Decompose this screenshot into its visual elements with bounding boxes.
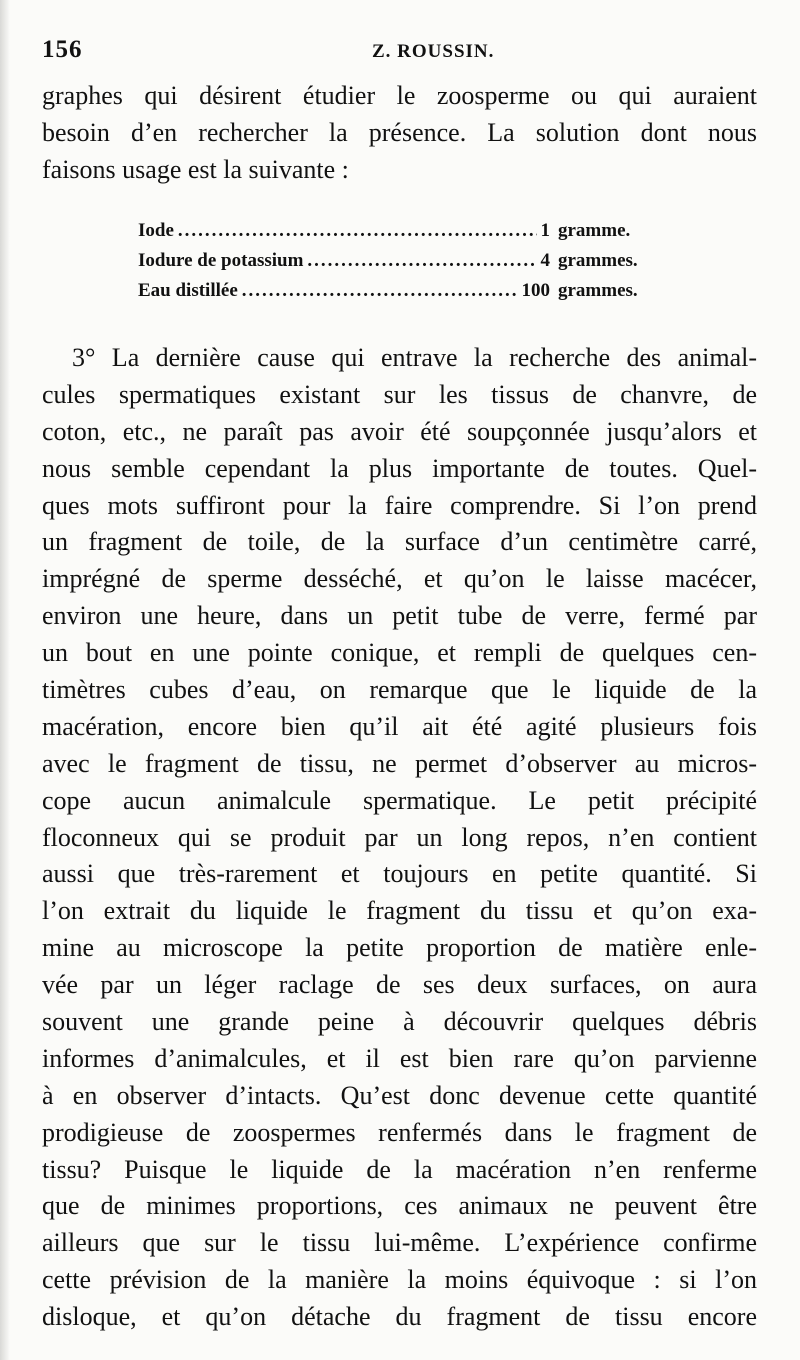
- page-number: 156: [42, 36, 83, 63]
- text-line: cette prévision de la manière la moins équivoque : si l’on: [42, 1265, 757, 1295]
- solution-formula: [138, 220, 668, 310]
- text-line: tissu? Puisque le liquide de la macération n’en renferme: [42, 1154, 757, 1184]
- text-line: l’on extrait du liquide le fragment du tissu et qu’on exa-: [42, 896, 757, 926]
- text-line: floconneux qui se produit par un long repos, n’en contient: [42, 822, 757, 852]
- ingredient-quantity: 1: [540, 220, 550, 241]
- text-line: ques mots suffiront pour la faire comprendre. Si l’on prend: [42, 490, 757, 520]
- ingredient-quantity: 4: [540, 250, 550, 271]
- ingredient-name: Iodure de potassium: [138, 250, 304, 271]
- text-line: un fragment de toile, de la surface d’un centimètre carré,: [42, 527, 757, 557]
- text-line: un bout en une pointe conique, et rempli de quelques cen-: [42, 638, 757, 668]
- text-line: aussi que très-rarement et toujours en petite quantité. Si: [42, 859, 757, 889]
- text-line: macération, encore bien qu’il ait été agité plusieurs fois: [42, 711, 757, 741]
- text-line: cules spermatiques existant sur les tissus de chanvre, de: [42, 379, 757, 409]
- text-line: avec le fragment de tissu, ne permet d’observer au micros-: [42, 748, 757, 778]
- ingredient-name: Iode: [138, 220, 174, 241]
- text-line: imprégné de sperme desséché, et qu’on le laisse macécer,: [42, 564, 757, 594]
- ingredient-unit: gramme.: [558, 220, 631, 241]
- text-line: coton, etc., ne paraît pas avoir été soupçonnée jusqu’alors et: [42, 416, 757, 446]
- text-line: mine au microscope la petite proportion de matière enle-: [42, 933, 757, 963]
- formula-row: [138, 250, 668, 280]
- text-line: besoin d’en rechercher la présence. La solution dont nous: [42, 117, 757, 147]
- leader-dots: [307, 250, 536, 272]
- running-head: Z. ROUSSIN.: [372, 41, 495, 62]
- text-line: graphes qui désirent étudier le zoosperme ou qui auraient: [42, 81, 757, 110]
- formula-row: [138, 280, 668, 310]
- text-line: que de minimes proportions, ces animaux ne peuvent être: [42, 1191, 757, 1221]
- page-header: [42, 34, 762, 70]
- ingredient-unit: grammes.: [558, 280, 638, 301]
- text-line: souvent une grande peine à découvrir quelques débris: [42, 1007, 757, 1037]
- text-line: environ une heure, dans un petit tube de verre, fermé par: [42, 601, 757, 631]
- ingredient-unit: grammes.: [558, 250, 638, 271]
- text-line: informes d’animalcules, et il est bien rare qu’on parvienne: [42, 1043, 757, 1073]
- ingredient-quantity: 100: [521, 280, 550, 301]
- text-line: disloque, et qu’on détache du fragment de tissu encore: [42, 1302, 757, 1332]
- text-line: cope aucun animalcule spermatique. Le petit précipité: [42, 785, 757, 815]
- leader-dots: [178, 220, 537, 242]
- text-line: nous semble cependant la plus importante de toutes. Quel-: [42, 453, 757, 483]
- text-line: à en observer d’intacts. Qu’est donc devenue cette quantité: [42, 1080, 757, 1110]
- leader-dots: [242, 280, 518, 302]
- text-line: timètres cubes d’eau, on remarque que le liquide de la: [42, 675, 757, 705]
- formula-row: [138, 220, 668, 250]
- text-line: ailleurs que sur le tissu lui-même. L’expérience confirme: [42, 1228, 757, 1258]
- paragraph-2: [42, 340, 757, 1336]
- text-line: 3° La dernière cause qui entrave la recherche des animal-: [72, 343, 757, 372]
- text-line: faisons usage est la suivante :: [42, 154, 349, 184]
- page-gutter-shadow: [0, 0, 10, 1360]
- text-line: prodigieuse de zoospermes renfermés dans le fragment de: [42, 1117, 757, 1147]
- ingredient-name: Eau distillée: [138, 280, 238, 301]
- text-line: vée par un léger raclage de ses deux surfaces, on aura: [42, 970, 757, 1000]
- paragraph-1: [42, 78, 757, 188]
